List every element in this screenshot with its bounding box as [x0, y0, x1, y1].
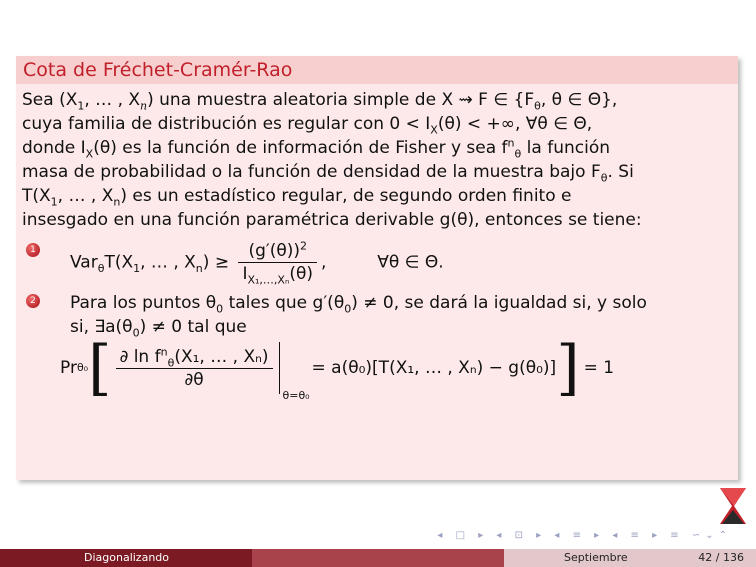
- subscript: X: [85, 147, 94, 161]
- text-segment: si, ∃a(θ: [70, 317, 133, 337]
- subscript: n: [195, 261, 203, 275]
- page-number: 42 / 136: [698, 551, 744, 564]
- evaluation-point: θ=θ₀: [282, 389, 310, 402]
- list-item-2: [22, 291, 732, 339]
- item-number-badge: 2: [26, 294, 40, 308]
- list-item-1: [22, 240, 732, 285]
- fraction-numerator: [116, 346, 273, 369]
- footer-right: [504, 549, 756, 567]
- equality-condition-equation: Pr θ₀ [ $\frac{\partial \ln f^n_\theta(X_1, \dots , X_n)}{\partial\theta}$ θ=θ₀ = a(θ₀)[T(X₁, … , Xₙ) − g(θ₀)] ] = 1: [60, 333, 615, 403]
- subscript: 1: [77, 99, 85, 113]
- text-segment: ∀θ ∈ Θ.: [377, 252, 444, 273]
- theorem-paragraph: [22, 88, 732, 232]
- subscript: θ: [600, 171, 608, 185]
- text-segment: T(X: [104, 252, 134, 273]
- subscript: 0: [132, 326, 140, 340]
- evaluation-bar: [279, 342, 310, 402]
- text-segment: , … , X: [140, 252, 196, 273]
- subscript: 0: [344, 302, 352, 316]
- subscript: θ: [167, 355, 175, 369]
- text-segment: ) ≠ 0 tal que: [139, 317, 247, 337]
- text-segment: cuya familia de distribución es regular con 0 < I: [22, 114, 431, 134]
- beamer-navigation-symbols[interactable]: ◂ □ ▸ ◂ ⊡ ▸ ◂ ≡ ▸ ◂ ≡ ▸ ≡ ∽⌄⌃: [437, 530, 732, 541]
- item-number-badge: 1: [26, 243, 40, 257]
- subscript: 1: [50, 195, 58, 209]
- subscript: 1: [133, 261, 141, 275]
- text-segment: Para los puntos θ: [70, 293, 217, 313]
- text-segment: (θ): [289, 264, 314, 284]
- subscript: X₁,…,Xₙ: [247, 273, 290, 287]
- text-segment: ) ≠ 0, se dará la igualdad si, y solo: [351, 293, 647, 313]
- footer-left: Diagonalizando: [0, 549, 252, 567]
- text-segment: tales que g′(θ: [223, 293, 345, 313]
- text-segment: I: [242, 264, 248, 284]
- text-segment: Pr: [60, 358, 77, 378]
- subscript: n: [113, 195, 121, 209]
- text-segment: , … , X: [84, 90, 141, 110]
- footer-bar: [0, 549, 756, 567]
- subscript: θ: [514, 147, 522, 161]
- text-segment: ) es un estadístico regular, de segundo orden finito e: [120, 186, 572, 206]
- text-segment: ,: [321, 252, 327, 273]
- cramer-rao-fraction: [238, 240, 317, 285]
- text-segment: . Si: [607, 162, 634, 182]
- text-segment: , … , X: [57, 186, 114, 206]
- footer-date: Septiembre: [564, 551, 628, 564]
- theorem-block: [16, 56, 738, 480]
- text-segment: Var: [70, 252, 98, 273]
- text-segment: (θ) es la función de información de Fisher y sea f: [93, 138, 508, 158]
- text-segment: Sea (X: [22, 90, 78, 110]
- text-segment: ∂ ln f: [119, 346, 161, 367]
- text-segment: T(X: [22, 186, 51, 206]
- fraction-denominator: [238, 263, 317, 285]
- block-title: Cota de Fréchet-Cramér-Rao: [16, 56, 738, 84]
- text-segment: donde I: [22, 138, 86, 158]
- fraction-denominator: ∂θ: [184, 369, 204, 390]
- subscript: 0: [216, 302, 224, 316]
- superscript: n: [507, 136, 515, 150]
- equation-rhs: = a(θ₀)[T(X₁, … , Xₙ) − g(θ₀)]: [311, 358, 557, 378]
- text-segment: , θ ∈ Θ},: [540, 90, 618, 110]
- text-segment: insesgado en una función paramétrica derivable g(θ), entonces se tiene:: [22, 210, 642, 230]
- superscript: 2: [300, 239, 308, 253]
- score-fraction: [116, 346, 273, 391]
- footer-middle: [252, 549, 504, 567]
- text-segment: (X₁, … , Xₙ): [174, 346, 269, 367]
- equation-result: = 1: [583, 358, 615, 378]
- text-segment: la función: [521, 138, 610, 158]
- fraction-numerator: [238, 240, 317, 263]
- subscript: θ: [97, 261, 105, 275]
- text-segment: (θ) < +∞, ∀θ ∈ Θ,: [437, 114, 593, 134]
- text-segment: (g′(θ)): [248, 241, 301, 261]
- left-bracket: [: [88, 333, 112, 403]
- right-bracket: ]: [556, 333, 580, 403]
- text-segment: ) una muestra aleatoria simple de X ⇝ F ∈ {F: [147, 90, 535, 110]
- subscript: X: [430, 123, 438, 137]
- superscript: n: [160, 344, 168, 358]
- text-segment: masa de probabilidad o la función de densidad de la muestra bajo F: [22, 162, 601, 182]
- subscript: θ: [534, 99, 541, 113]
- hourglass-logo-icon: [718, 486, 748, 526]
- subscript: n: [140, 99, 148, 113]
- block-body: [16, 84, 738, 339]
- text-segment: ) ≥: [202, 252, 230, 273]
